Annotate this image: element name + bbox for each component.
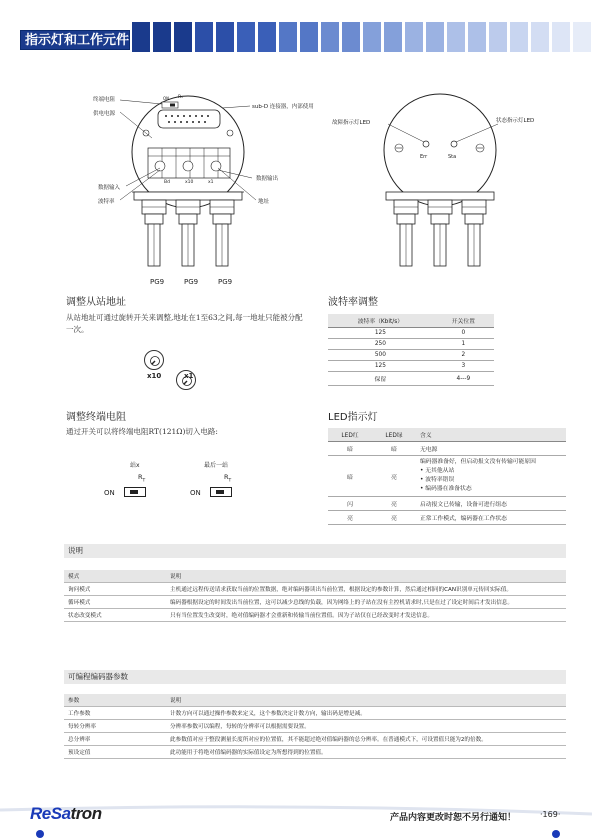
address-dials [144, 350, 204, 386]
table-row: 亮 亮 正常工作模式，编码器在工作状态 [328, 511, 566, 525]
table-row: 总分辨率 此参数值对应于整段测量长度所对应的位置值，其不能超过绝对值编码器的总分辨率。在普通模式下，可设置值只能为2的倍数。 [64, 733, 566, 746]
label-sta-led: 状态指示灯LED [496, 118, 535, 124]
header-decoration [132, 22, 591, 52]
term-label-last: 最后一站 [204, 462, 229, 469]
table-row: 暗 亮 编码器准备好，但启动报文没有传输可能原因 • 无其他从站 • 波特率错误 • 编码器在准备状态 [328, 456, 566, 497]
param-section-title: 可编程编码器参数 [64, 670, 566, 684]
desc-section-title: 说明 [64, 544, 566, 558]
desc-table [64, 570, 566, 622]
term-on-label-left: ON [104, 489, 115, 497]
address-section-title: 调整从站地址 [66, 297, 126, 308]
param-table [64, 694, 566, 759]
address-section-text: 从站地址可通过旋转开关来调整,地址在1至63之间,每一地址只能被分配一次。 [66, 313, 303, 334]
termination-switch-off[interactable] [124, 487, 146, 497]
label-address: 地址 [258, 199, 270, 205]
label-power: 供电电源 [93, 111, 116, 117]
term-label-station: 站x [130, 462, 140, 469]
label-sub-d: sub-D 连接器，内部使用 [252, 104, 314, 110]
footer-notice: 产品内容更改时恕不另行通知！ [390, 813, 517, 823]
label-rt: R₁ [178, 95, 183, 100]
footer-dot-left [36, 830, 44, 838]
table-row: 预设定值 此功能用于将绝对值编码器的实际值设定为所想得到的位置值。 [64, 746, 566, 759]
dial-label-x1: x1 [184, 372, 194, 380]
label-sta: Sta [448, 154, 457, 160]
table-row: 闪 亮 启动报文已传输，设备可进行组态 [328, 497, 566, 511]
label-on: ON [163, 96, 170, 101]
table-row: 暗 暗 无电源 [328, 442, 566, 456]
dial-label-x10: x10 [147, 372, 162, 380]
led-table [328, 428, 566, 525]
table-row: 工作参数 计数方向可以通过操作参数来定义，这个参数决定计数方向，输出码是增是减。 [64, 707, 566, 720]
desc-header-text: 说明 [166, 570, 566, 583]
table-row: 状态改变模式 只有当位置发生改变时，绝对值编码器才会重新和传输当前位置值。因为子站仅在已经改变时才发送信息。 [64, 609, 566, 622]
label-err-led: 故障指示灯LED [332, 120, 371, 126]
label-err: Err [420, 154, 428, 160]
label-x10: x10 [185, 180, 194, 185]
table-row: 保留 4---9 [328, 372, 494, 386]
page-number: ·169· [540, 810, 561, 819]
table-row: 询问模式 主机通过远程传送请求获取当前的位置数据，绝对编码器读出当前位置，根据设定的参数计算，然后通过相同的CAN识别单元传回实际值。 [64, 583, 566, 596]
term-section-title: 调整终端电阻 [66, 412, 126, 423]
gland-label-1: PG9 [150, 278, 165, 286]
brand-logo: ReSatron [30, 804, 102, 823]
term-section-text: 通过开关可以将终端电阻RT(121Ω)切入电路: [66, 427, 218, 436]
label-data-out: 数据输出 [256, 176, 279, 182]
label-terminal-resistor: 终端电阻 [93, 97, 116, 103]
gland-label-3: PG9 [218, 278, 233, 286]
term-switch-station [104, 460, 164, 505]
termination-switch-on[interactable] [210, 487, 232, 497]
led-header-red: LED红 [328, 428, 372, 442]
led-header-meaning: 含义 [416, 428, 566, 442]
encoder-front-view-diagram [320, 88, 570, 283]
label-bd: Bd [164, 180, 170, 185]
term-switch-last [190, 460, 270, 505]
rotary-switch-x10[interactable] [144, 350, 164, 370]
term-rt-label-right: $R_T$ [224, 473, 232, 484]
desc-header-mode: 模式 [64, 570, 166, 583]
led-section-title: LED指示灯 [328, 412, 378, 423]
baud-header-switch: 开关位置 [433, 314, 494, 328]
label-baud: 波特率 [98, 199, 115, 205]
term-on-label-right: ON [190, 489, 201, 497]
table-row: 500 2 [328, 350, 494, 361]
led-header-green: LED绿 [372, 428, 416, 442]
footer-dot-right [552, 830, 560, 838]
encoder-top-view-diagram [90, 88, 330, 293]
param-header-text: 说明 [166, 694, 566, 707]
footer [0, 800, 592, 840]
table-row: 125 0 [328, 328, 494, 339]
gland-label-2: PG9 [184, 278, 199, 286]
param-header-name: 参数 [64, 694, 166, 707]
baud-table [328, 314, 494, 386]
table-row: 125 3 [328, 361, 494, 372]
table-row: 每转分辨率 分辨率参数可以编程，每转的分辨率可以根据需要设置。 [64, 720, 566, 733]
page-title: 指示灯和工作元件 [20, 30, 130, 50]
table-row: 循环模式 编码器根据设定的时间发出当前位置，这可以减少总线的负载，因为网络上的子站在没有主控机请求时,只是在过了设定时间后才发出信息。 [64, 596, 566, 609]
table-row: 250 1 [328, 339, 494, 350]
label-data-in: 数据输入 [98, 185, 121, 191]
baud-header-rate: 波特率（Kbit/s） [328, 314, 433, 328]
baud-section-title: 波特率调整 [328, 297, 378, 308]
label-x1: x1 [208, 180, 214, 185]
term-rt-label-left: $R_T$ [138, 473, 146, 484]
encoder-top-view-drawing [90, 88, 330, 293]
